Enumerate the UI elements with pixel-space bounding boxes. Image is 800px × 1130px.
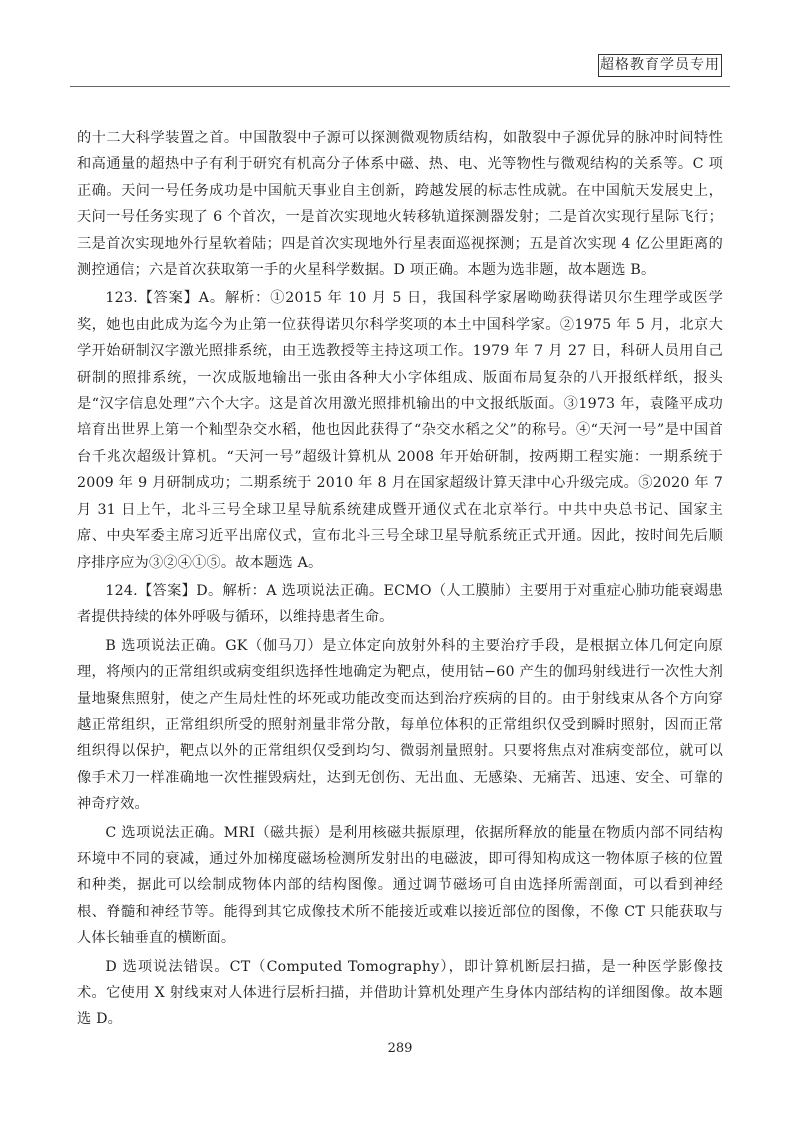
paragraph-option-b: B 选项说法正确。GK（伽马刀）是立体定向放射外科的主要治疗手段，是根据立体几何定向原理，将颅内的正常组织或病变组织选择性地确定为靶点，使用钴−60 产生的伽玛射线进行一次性大剂量地聚焦照射，使之产生局灶性的坏死或功能改变而达到治疗疾病的目的。由于射线束从各个方向穿越正常组织，正常组织所受的照射剂量非常分散，每单位体积的正常组织仅受到瞬时照射，因而正常组织得以保护，靶点以外的正常组织仅受到均匀、微弱剂量照射。只要将焦点对准病变部位，就可以像手术刀一样准确地一次性摧毁病灶，达到无创伤、无出血、无感染、无痛苦、迅速、安全、可靠的神奇疗效。 — [77, 637, 723, 813]
paragraph-option-d: D 选项说法错误。CT（Computed Tomography），即计算机断层扫描，是一种医学影像技术。它使用 X 射线束对人体进行层析扫描，并借助计算机处理产生身体内部结构的详细图像。故本题选 D。 — [77, 958, 723, 1028]
paragraph-option-c: C 选项说法正确。MRI（磁共振）是利用核磁共振原理，依据所释放的能量在物质内部不同结构环境中不同的衰减，通过外加梯度磁场检测所发射出的电磁波，即可得知构成这一物体原子核的位置和种类，据此可以绘制成物体内部的结构图像。通过调节磁场可自由选择所需剖面，可以看到神经根、脊髓和神经节等。能得到其它成像技术所不能接近或难以接近部位的图像，不像 CT 只能获取与人体长轴垂直的横断面。 — [77, 824, 723, 947]
page-number: 289 — [387, 1041, 413, 1056]
paragraph-answer-123: 123.【答案】A。解析：①2015 年 10 月 5 日，我国科学家屠呦呦获得诺贝尔生理学或医学奖，她也由此成为迄今为止第一位获得诺贝尔科学奖项的本土中国科学家。②1975 年 5 月，北京大学开始研制汉字激光照排系统，由王选教授等主持这项工作。1979 年 7 月 27 日，科研人员用自己研制的照排系统，一次成版地输出一张由各种大小字体组成、版面布局复杂的八开报纸样纸，报头是“汉字信息处理”六个大字。这是首次用激光照排机输出的中文报纸版面。③1973 年，袁隆平成功培育出世界上第一个籼型杂交水稻，他也因此获得了“杂交水稻之父”的称号。④“天河一号”是中国首台千兆次超级计算机。“天河一号”超级计算机从 2008 年开始研制，按两期工程实施：一期系统于 2009 年 9 月研制成功；二期系统于 2010 年 8 月在国家超级计算天津中心升级完成。⑤2020 年 7 月 31 日上午，北斗三号全球卫星导航系统建成暨开通仪式在北京举行。中共中央总书记、国家主席、中央军委主席习近平出席仪式，宣布北斗三号全球卫星导航系统正式开通。因此，按时间先后顺序排序应为③②④①⑤。故本题选 A。 — [77, 290, 723, 571]
document-body — [77, 125, 723, 1035]
paragraph-answer-124: 124.【答案】D。解析：A 选项说法正确。ECMO（人工膜肺）主要用于对重症心肺功能衰竭患者提供持续的体外呼吸与循环，以维持患者生命。 — [77, 582, 723, 626]
header-divider — [70, 86, 730, 87]
paragraph-continuation: 的十二大科学装置之首。中国散裂中子源可以探测微观物质结构，如散裂中子源优异的脉冲时间特性和高通量的超热中子有利于研究有机高分子体系中磁、热、电、光等物性与微观结构的关系等。C 项正确。天问一号任务成功是中国航天事业自主创新，跨越发展的标志性成就。在中国航天发展史上，天问一号任务实现了 6 个首次，一是首次实现地火转移轨道探测器发射；二是首次实现行星际飞行；三是首次实现地外行星软着陆；四是首次实现地外行星表面巡视探测；五是首次实现 4 亿公里距离的测控通信；六是首次获取第一手的火星科学数据。D 项正确。本题为选非题，故本题选 B。 — [77, 130, 723, 279]
header-badge: 超格教育学员专用 — [598, 54, 722, 77]
